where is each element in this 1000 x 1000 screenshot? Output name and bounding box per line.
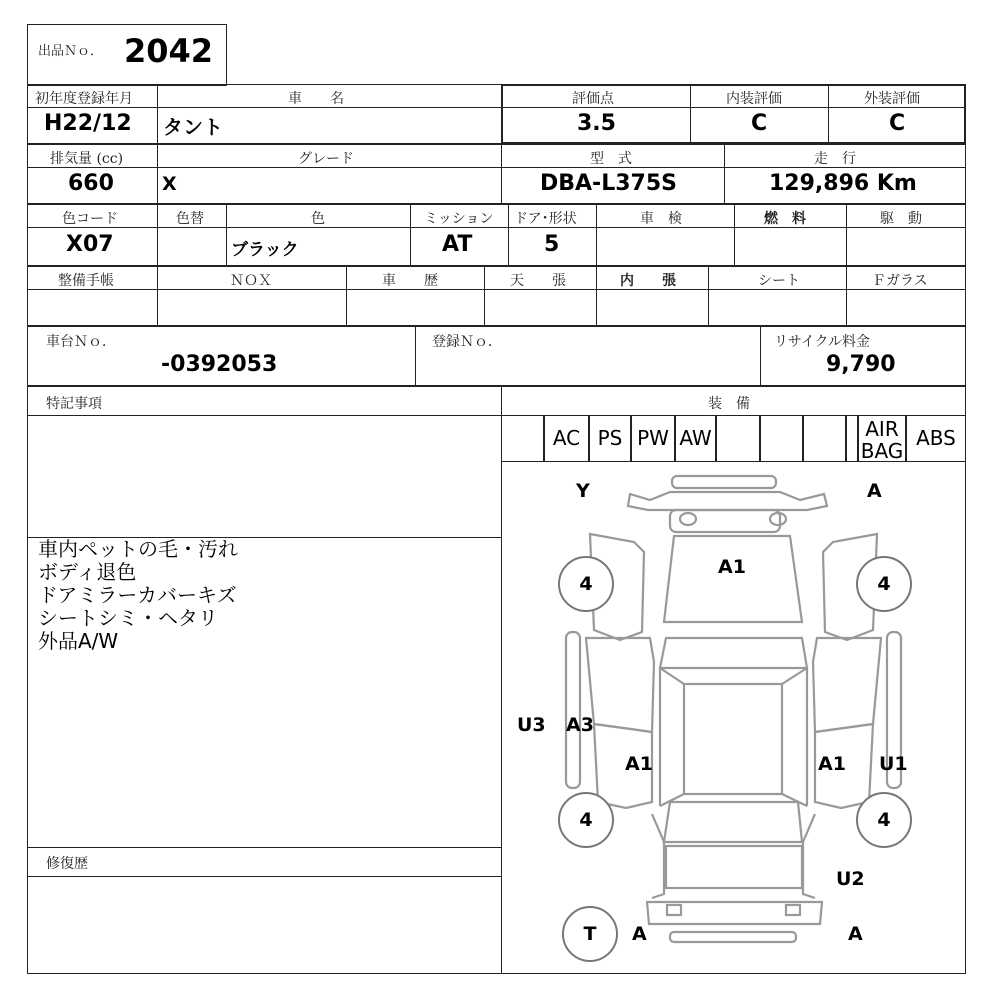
mark-u1: U1: [879, 753, 908, 775]
equip-blank-cell: [716, 416, 760, 462]
equip-ac-label: AC: [552, 426, 581, 450]
mark-u3: U3: [517, 714, 546, 736]
row4-div: [596, 266, 597, 326]
score-value: 3.5: [577, 111, 616, 136]
model-value: DBA-L375S: [540, 171, 677, 196]
score-div1: [690, 84, 691, 144]
tire-rear-left: 4: [558, 792, 614, 848]
equip-ps-label: PS: [597, 426, 623, 450]
color-label: 色: [311, 211, 325, 227]
mark-a3: A3: [566, 714, 594, 736]
mark-a1-left: A1: [625, 753, 653, 775]
drive-label: 駆 動: [880, 211, 922, 227]
tire-rear-right: 4: [856, 792, 912, 848]
chassis-label: 車台Ｎｏ．: [46, 334, 116, 350]
row3-div: [596, 204, 597, 266]
glass-label: Ｆガラス: [872, 273, 928, 289]
disp-value: 660: [68, 171, 114, 196]
mark-a-rear-right: A: [848, 923, 863, 945]
equip-pw-label: PW: [637, 426, 669, 450]
mark-a-front-right: A: [867, 480, 882, 502]
row3-div: [226, 204, 227, 266]
reg-label: 初年度登録年月: [35, 91, 133, 107]
name-value: タント: [163, 115, 223, 139]
grade-value: X: [162, 173, 177, 195]
repair-label: 修復歴: [46, 856, 88, 872]
exterior-label: 外装評価: [864, 91, 920, 107]
recolor-label: 色替: [176, 211, 204, 227]
color-value: ブラック: [231, 240, 299, 260]
notes-label: 特記事項: [46, 396, 102, 412]
lot-number: 2042: [124, 32, 214, 70]
maint-label: 整備手帳: [58, 273, 114, 289]
mission-label: ミッション: [424, 211, 494, 227]
mark-a1-hood: A1: [718, 556, 746, 578]
nox-label: ＮＯＸ: [230, 273, 272, 289]
grade-label: グレード: [298, 151, 354, 167]
equip-abs-label: ABS: [916, 426, 956, 450]
mileage-label: 走 行: [814, 151, 856, 167]
chassis-value: -0392053: [161, 352, 278, 377]
mark-a-rear-left: A: [632, 923, 647, 945]
row3-div: [846, 204, 847, 266]
inspect-label: 車 検: [640, 211, 682, 227]
mark-a1-right: A1: [818, 753, 846, 775]
note-line: 車内ペットの毛・汚れ: [38, 537, 238, 561]
row5-div: [760, 326, 761, 386]
row4-div: [708, 266, 709, 326]
row3-div: [734, 204, 735, 266]
recycle-value: 9,790: [826, 352, 896, 377]
score-label: 評価点: [572, 91, 614, 107]
lot-label: 出品Ｎｏ．: [38, 44, 104, 59]
reg-value: H22/12: [44, 111, 132, 136]
row5-div: [415, 326, 416, 386]
row4-div: [846, 266, 847, 326]
row4-div: [157, 266, 158, 326]
equip-label: 装 備: [708, 396, 750, 412]
row4-div: [346, 266, 347, 326]
equip-blank-cell: [760, 416, 803, 462]
exterior-value: C: [889, 111, 906, 136]
recycle-label: リサイクル料金: [774, 334, 871, 350]
roof-label: 天 張: [510, 273, 566, 289]
mission-value: AT: [442, 232, 473, 257]
inner-label: 内 張: [620, 273, 676, 289]
row4-header-line: [27, 266, 966, 290]
row3-div: [508, 204, 509, 266]
row3-div: [410, 204, 411, 266]
regno-label: 登録Ｎｏ．: [432, 334, 502, 350]
row4-div: [484, 266, 485, 326]
note-line: シートシミ・ヘタリ: [38, 606, 218, 630]
name-label: 車 名: [288, 91, 344, 107]
seat-label: シート: [758, 273, 800, 289]
model-label: 型 式: [590, 151, 632, 167]
mark-y: Y: [576, 480, 590, 502]
row3-div: [157, 204, 158, 266]
door-label: ドア･形状: [514, 211, 577, 227]
color-code-value: X07: [66, 232, 114, 257]
score-div2: [828, 84, 829, 144]
row2-div1: [157, 144, 158, 204]
note-line: 外品A/W: [38, 629, 119, 653]
mark-u2: U2: [836, 868, 865, 890]
equip-aw-label: AW: [679, 426, 712, 450]
notes-frame: [27, 386, 502, 974]
disp-label: 排気量 (cc): [50, 151, 124, 167]
note-line: ボディ退色: [38, 560, 137, 584]
door-value: 5: [544, 232, 560, 257]
repair-top-line: [27, 847, 502, 848]
interior-label: 内装評価: [726, 91, 782, 107]
equip-blank-cell: [846, 416, 858, 462]
color-code-label: 色コード: [62, 211, 118, 227]
history-label: 車 歴: [382, 273, 438, 289]
row2-div2: [501, 144, 502, 204]
spare-tire: T: [562, 906, 618, 962]
equip-blank-cell: [803, 416, 846, 462]
row2-div3: [724, 144, 725, 204]
equip-blank-cell: [501, 416, 544, 462]
row3-header-line: [27, 204, 966, 228]
note-line: ドアミラーカバーキズ: [38, 583, 237, 607]
fuel-label: 燃 料: [764, 211, 806, 227]
equip-airbag-label: AIR BAG: [860, 417, 904, 463]
mileage-value: 129,896 Km: [769, 171, 917, 196]
tire-front-left: 4: [558, 556, 614, 612]
interior-value: C: [751, 111, 768, 136]
tire-front-right: 4: [856, 556, 912, 612]
repair-header-line: [27, 876, 502, 877]
